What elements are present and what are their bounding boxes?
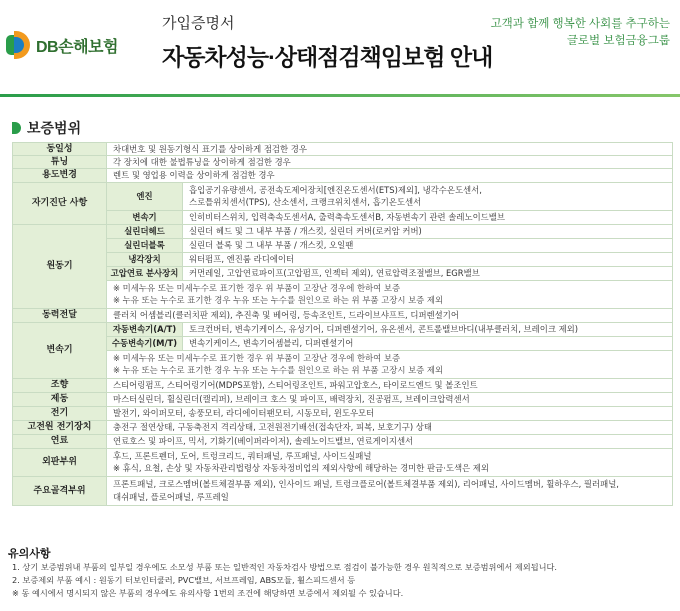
text-line: 흡입공기유량센서, 공전속도제어장치[엔진온도센서(ETS)제외], 냉각수온도센서, <box>189 184 482 195</box>
table-row-frame <box>13 476 673 505</box>
row-label: 전기 <box>13 406 107 420</box>
row-label: 변속기 <box>13 322 107 378</box>
row-text: 렌트 및 영업용 이력을 상이하게 점검한 경우 <box>107 169 673 182</box>
sub-label: 실린더헤드 <box>107 224 183 238</box>
row-text: 인히비터스위치, 입력축속도센서A, 출력축속도센서B, 자동변속기 관련 솔레노이드밸브 <box>183 210 673 224</box>
table-row-power <box>13 308 673 322</box>
slogan-line-2: 글로벌 보험금융그룹 <box>566 35 670 47</box>
table-row-usage <box>13 169 673 182</box>
row-label: 외판부위 <box>13 448 107 476</box>
row-text: 각 장치에 대한 불법튜닝을 상이하게 점검한 경우 <box>107 156 673 169</box>
document-title: 자동차성능·상태점검책임보험 안내 <box>162 44 493 70</box>
sub-label: 냉각장치 <box>107 252 183 266</box>
title-area <box>162 12 492 72</box>
row-label: 동력전달 <box>13 308 107 322</box>
notes-heading: 유의사항 <box>8 548 51 560</box>
row-text: 커먼레일, 고압연료파이프(고압펌프, 인젝터 제외), 연료압력조절밸브, EGR밸브 <box>183 266 673 280</box>
note-item-2: 2. 보증제외 부품 예시 : 원동기 터보인터쿨러, PVC밸브, 서브프레임, ABS모듈, 휠스피드센서 등 <box>12 575 356 585</box>
note-line: ※ 미세누유 또는 미세누수로 표기한 경우 위 부품이 고장난 경우에 한하여 보증 <box>113 352 401 363</box>
table-row-braking <box>13 392 673 406</box>
db-logo-icon <box>6 31 32 59</box>
table-row-exterior <box>13 448 673 476</box>
header-divider <box>0 94 680 97</box>
row-text: 충전구 절연상태, 구동축전지 격리상태, 고전원전기배선(접속단자, 피복, 보호기구) 상태 <box>107 420 673 434</box>
row-label: 연료 <box>13 434 107 448</box>
row-text: 마스터실린더, 휠실린더(캘리퍼), 브레이크 호스 및 파이프, 배력장치, 진공펌프, 브레이크압력센서 <box>107 392 673 406</box>
table-row-engine-cool <box>13 252 673 266</box>
note-line: ※ 누유 또는 누수로 표기한 경우 누유 또는 누수를 원인으로 하는 위 부품 고장시 보증 제외 <box>113 365 444 376</box>
table-row-hv <box>13 420 673 434</box>
text-line: 후드, 프론트펜더, 도어, 트렁크리드, 쿼터패널, 루프패널, 사이드실패널 <box>113 450 372 461</box>
table-row-selfdiag-engine <box>13 182 673 210</box>
notes-section <box>8 545 668 600</box>
sub-label: 실린더블록 <box>107 238 183 252</box>
section-title: 보증범위 <box>27 120 82 136</box>
table-row-trans-manual <box>13 336 673 350</box>
row-text: 스티어링펌프, 스티어링기어(MDPS포함), 스티어링조인트, 파워고압호스, 타이로드엔드 및 볼조인트 <box>107 378 673 392</box>
row-label: 튜닝 <box>13 156 107 169</box>
row-text <box>107 476 673 505</box>
row-text: 토크컨버터, 변속기케이스, 유성기어, 디퍼렌셜기어, 유온센서, 콘트롤밸브바디(내부클러치, 브레이크 제외) <box>183 322 673 336</box>
row-text: 클러치 어셈블리(클러치판 제외), 추진축 및 베어링, 등속조인트, 드라이브샤프트, 디퍼렌셜기어 <box>107 308 673 322</box>
row-label: 제동 <box>13 392 107 406</box>
table-row-engine-head <box>13 224 673 238</box>
table-row-selfdiag-trans <box>13 210 673 224</box>
table-row-electric <box>13 406 673 420</box>
section-heading <box>12 118 81 138</box>
company-slogan <box>491 16 670 50</box>
sub-label: 고압연료 분사장치 <box>107 266 183 280</box>
row-label: 자기진단 사항 <box>13 182 107 224</box>
table-row-engine-hp <box>13 266 673 280</box>
note-item-3: ※ 동 예시에서 명시되지 않은 부품의 경우에도 유의사항 1번의 조건에 해당하면 보증에서 제외될 수 있습니다. <box>12 588 404 598</box>
document-subtitle: 가입증명서 <box>162 15 235 32</box>
row-text: 워터펌프, 엔진룸 라디에이터 <box>183 252 673 266</box>
text-line: ※ 휴식, 요철, 손상 및 자동차관리법령상 자동차정비업의 제외사항에 해당하는 경미한 판금·도색은 제외 <box>113 463 489 474</box>
table-row-fuel <box>13 434 673 448</box>
table-row-engine-notes <box>13 280 673 308</box>
slogan-line-1: 고객과 함께 행복한 사회를 추구하는 <box>490 18 670 30</box>
note-item-1: 1. 상기 보증범위내 부품의 일부일 경우에도 소모성 부품 또는 일반적인 자동차검사 방법으로 점검이 불가능한 경우 원칙적으로 보증범위에서 제외됩니다. <box>12 562 558 572</box>
row-text <box>107 448 673 476</box>
section-bullet-icon <box>12 122 21 134</box>
table-row-trans-auto <box>13 322 673 336</box>
table-row-tuning <box>13 156 673 169</box>
table-row-trans-notes <box>13 350 673 378</box>
table-row-engine-block <box>13 238 673 252</box>
row-note <box>107 350 673 378</box>
row-text: 발전기, 와이퍼모터, 송풍모터, 라디에이터팬모터, 시동모터, 윈도우모터 <box>107 406 673 420</box>
text-line: 프론트패널, 크로스멤버(볼트체결부품 제외), 인사이드 패널, 트렁크플로어(볼트체결부품 제외), 리어패널, 사이드멤버, 휠하우스, 필러패널, <box>113 479 619 490</box>
row-text: 차대번호 및 원동기형식 표기를 상이하게 점검한 경우 <box>107 143 673 156</box>
logo-text: DB손해보험 <box>36 38 118 56</box>
row-label: 조향 <box>13 378 107 392</box>
row-label: 용도변경 <box>13 169 107 182</box>
table-row-steering <box>13 378 673 392</box>
row-label: 원동기 <box>13 224 107 308</box>
row-text <box>183 182 673 210</box>
row-note <box>107 280 673 308</box>
row-label: 주요골격부위 <box>13 476 107 505</box>
sub-label: 변속기 <box>107 210 183 224</box>
coverage-table <box>12 142 673 506</box>
row-text: 실린더 블록 및 그 내부 부품 / 개스킷, 오일팬 <box>183 238 673 252</box>
row-text: 변속기케이스, 변속기어셈블리, 디퍼렌셜기어 <box>183 336 673 350</box>
row-label: 고전원 전기장치 <box>13 420 107 434</box>
sub-label: 수동변속기(M/T) <box>107 336 183 350</box>
note-line: ※ 누유 또는 누수로 표기한 경우 누유 또는 누수를 원인으로 하는 위 부품 고장시 보증 제외 <box>113 295 444 306</box>
sub-label: 자동변속기(A/T) <box>107 322 183 336</box>
text-line: 대쉬패널, 플로어패널, 루프레일 <box>113 491 229 502</box>
row-text: 연료호스 및 파이프, 믹서, 기화기(베이퍼라이저), 솔레노이드밸브, 연료게이지센서 <box>107 434 673 448</box>
row-text: 실린더 헤드 및 그 내부 부품 / 개스킷, 실린더 커버(로커암 커버) <box>183 224 673 238</box>
row-label: 동일성 <box>13 143 107 156</box>
note-line: ※ 미세누유 또는 미세누수로 표기한 경우 위 부품이 고장난 경우에 한하여 보증 <box>113 282 401 293</box>
table-row-identity <box>13 143 673 156</box>
text-line: 스로틀위치센서(TPS), 산소센서, 크랭크위치센서, 흡기온도센서 <box>189 197 422 208</box>
db-logo <box>6 31 118 59</box>
sub-label: 엔진 <box>107 182 183 210</box>
